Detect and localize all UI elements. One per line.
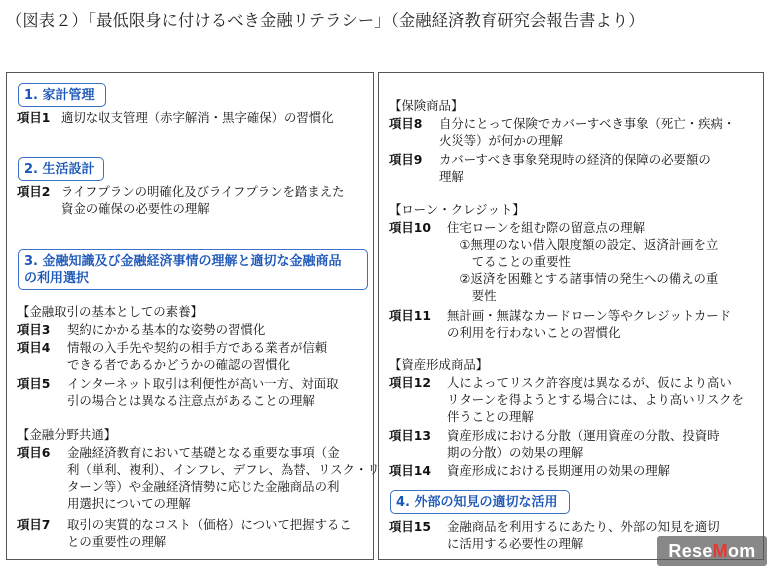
item-5 [17,375,367,409]
item-7 [17,516,367,550]
item-6 [17,444,380,512]
item-1-label: 項目1 [17,110,51,125]
item-5-label: 項目5 [17,376,51,391]
item-9-text: カバーすべき事象発現時の経済的保障の必要額の 理解 [439,152,711,184]
item-7-label: 項目7 [17,517,51,532]
logo-text-post: om [727,540,756,561]
item-5-text: インターネット取引は利便性が高い一方、対面取 引の場合とは異なる注意点があることの理解 [67,376,339,408]
group-asset-building: 【資産形成商品】 [389,357,489,372]
section-household-management: 1. 家計管理 [18,83,106,107]
item-2-text: ライフプランの明確化及びライフプランを踏まえた 資金の確保の必要性の理解 [61,184,345,216]
item-8-text: 自分にとって保険でカバーすべき事象（死亡・疾病・ 火災等）が何かの理解 [439,116,736,148]
group-basic-literacy: 【金融取引の基本としての素養】 [17,304,203,319]
item-2-label: 項目2 [17,184,51,199]
item-13-text: 資産形成における分散（運用資産の分散、投資時 期の分散）の効果の理解 [447,428,720,460]
left-column [6,72,380,560]
section-financial-knowledge: 3. 金融知識及び金融経済事情の理解と適切な金融商品 の利用選択 [18,249,368,290]
item-8 [389,115,759,149]
item-12-label: 項目12 [389,375,432,390]
item-8-label: 項目8 [389,116,423,131]
group-insurance: 【保険商品】 [389,98,464,113]
item-11 [389,307,759,341]
item-1 [17,109,367,126]
item-6-text: 金融経済教育において基礎となる重要な事項（金 利（単利、複利）、インフレ、デフレ、為替、リスク・リ ターン等）や金融経済情勢に応じた金融商品の利 用選択についての理解 [67,445,380,511]
group-loan-credit: 【ローン・クレジット】 [389,202,525,217]
right-column [378,72,764,560]
item-11-label: 項目11 [389,308,432,323]
group-financial-common: 【金融分野共通】 [17,427,117,442]
item-12 [389,374,759,425]
page-title: （図表２）「最低限身に付けるべき金融リテラシー」（金融経済教育研究会報告書より） [6,11,645,30]
item-15-text: 金融商品を利用するにあたり、外部の知見を適切 に活用する必要性の理解 [447,519,720,551]
item-15-label: 項目15 [389,519,432,534]
item-9-label: 項目9 [389,152,423,167]
item-4 [17,339,367,373]
section-external-knowledge: 4. 外部の知見の適切な活用 [390,490,570,514]
resemom-logo [657,536,767,566]
item-9 [389,151,759,185]
item-1-text: 適切な収支管理（赤字解消・黒字確保）の習慣化 [61,110,334,125]
item-10 [389,219,759,304]
section-life-planning: 2. 生活設計 [18,157,104,181]
item-4-text: 情報の入手先や契約の相手方である業者が信頼 できる者であるかどうかの確認の習慣化 [67,340,328,372]
item-13-label: 項目13 [389,428,432,443]
item-10-label: 項目10 [389,220,432,235]
item-3-text: 契約にかかる基本的な姿勢の習慣化 [67,322,266,337]
item-14-text: 資産形成における長期運用の効果の理解 [447,463,671,478]
item-10-text: 住宅ローンを組む際の留意点の理解 ①無理のない借入限度額の設定、返済計画を立 てることの重要性 ②返済を困難とする諸事情の発生への備えの重 要性 [447,220,719,303]
item-3 [17,321,367,338]
item-11-text: 無計画・無謀なカードローン等やクレジットカード の利用を行わないことの習慣化 [447,308,732,340]
item-2 [17,183,367,217]
item-6-label: 項目6 [17,445,51,460]
logo-text-pre: Rese [668,540,713,561]
item-7-text: 取引の実質的なコスト（価格）について把握するこ との重要性の理解 [67,517,352,549]
item-14 [389,462,759,479]
logo-text-accent: M [712,540,728,561]
item-4-label: 項目4 [17,340,51,355]
item-13 [389,427,759,461]
item-14-label: 項目14 [389,463,432,478]
item-3-label: 項目3 [17,322,51,337]
item-12-text: 人によってリスク許容度は異なるが、仮により高い リターンを得ようとする場合には、より高いリスクを 伴うことの理解 [447,375,744,424]
